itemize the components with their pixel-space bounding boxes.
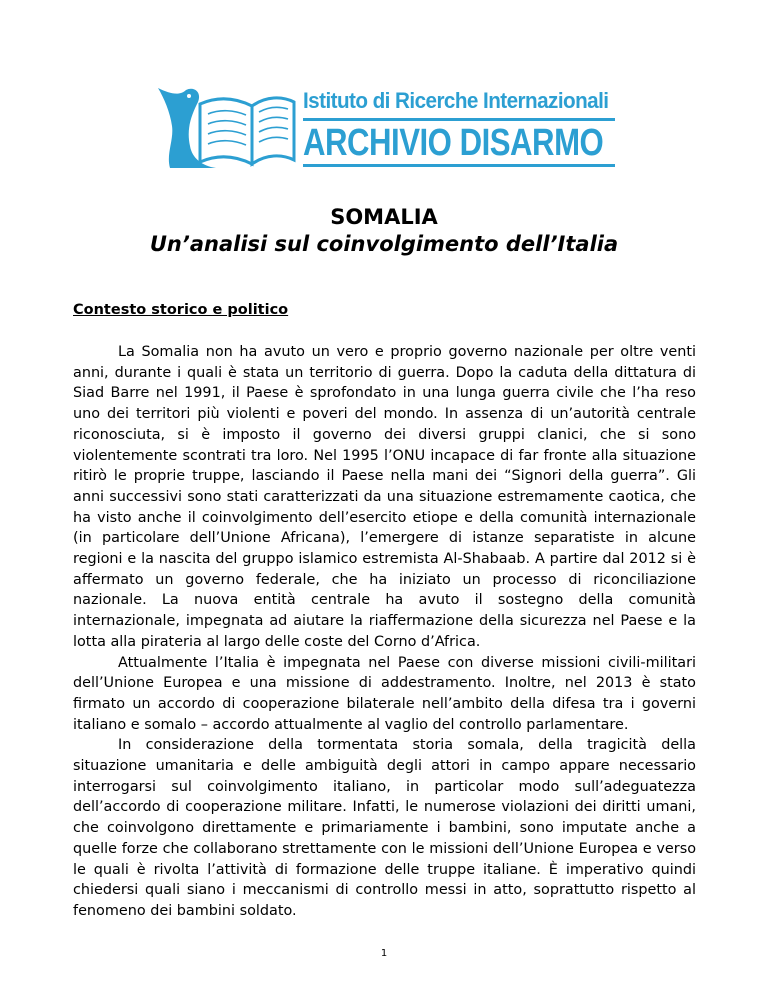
paragraph: Attualmente l’Italia è impegnata nel Paese con diverse missioni civili-militari dell’Unione Europea e una missione di addestramento. Inoltre, nel 2013 è stato firmato un accordo di cooperazione bilaterale nell’ambito della difesa tra i governi italiano e somalo – accordo attualmente al vaglio del controllo parlamentare. <box>73 654 696 733</box>
section-heading: Contesto storico e politico <box>73 302 289 318</box>
page-title: SOMALIA <box>330 205 438 229</box>
dove-book-icon <box>156 84 296 170</box>
paragraph: In considerazione della tormentata storia somala, della tragicità della situazione umanitaria e delle ambiguità degli attori in campo appare necessario interrogarsi sul coinvolgimento italiano, in particolar modo sull’adeguatezza dell’accordo di cooperazione militare. Infatti, le numerose violazioni dei diritti umani, che coinvolgono direttamente e primariamente i bambini, sono imputate anche a quelle forze che collaborano strettamente con le missioni dell’Unione Europea e verso le quali è rivolta l’attività di formazione delle truppe italiane. È imperativo quindi chiedersi quali siano i meccanismi di controllo messi in atto, soprattutto rispetto al fenomeno dei bambini soldato. <box>73 737 696 919</box>
body-text <box>73 342 696 922</box>
logo-archive-name: ARCHIVIO DISARMO <box>303 122 604 164</box>
archivio-disarmo-logo <box>156 84 616 170</box>
logo-divider-bottom <box>303 164 615 167</box>
logo-divider <box>303 118 615 121</box>
page-subtitle: Un’analisi sul coinvolgimento dell’Italia <box>149 232 619 256</box>
paragraph: La Somalia non ha avuto un vero e proprio governo nazionale per oltre venti anni, durante i quali è stata un territorio di guerra. Dopo la caduta della dittatura di Siad Barre nel 1991, il Paese è sprofondato in una lunga guerra civile che l’ha reso uno dei territori più violenti e poveri del mondo. In assenza di un’autorità centrale riconosciuta, si è imposto il governo dei diversi gruppi clanici, che si sono violentemente scontrati tra loro. Nel 1995 l’ONU incapace di far fronte alla situazione ritirò le proprie truppe, lasciando il Paese nella mani dei “Signori della guerra”. Gli anni successivi sono stati caratterizzati da una situazione estremamente caotica, che ha visto anche il coinvolgimento dell’esercito etiope e della comunità internazionale (in particolare dell’Unione Africana), l’emergere di istanze separatiste in alcune regioni e la nascita del gruppo islamico estremista Al-Shabaab. A partire dal 2012 si è affermato un governo federale, che ha iniziato un processo di riconciliazione nazionale. La nuova entità centrale ha avuto il sostegno della comunità internazionale, impegnata ad aiutare la riaffermazione della sicurezza nel Paese e la lotta alla pirateria al largo delle coste del Corno d’Africa. <box>73 344 696 650</box>
logo-institute-name: Istituto di Ricerche Internazionali <box>303 88 609 113</box>
page-number: 1 <box>380 948 388 959</box>
